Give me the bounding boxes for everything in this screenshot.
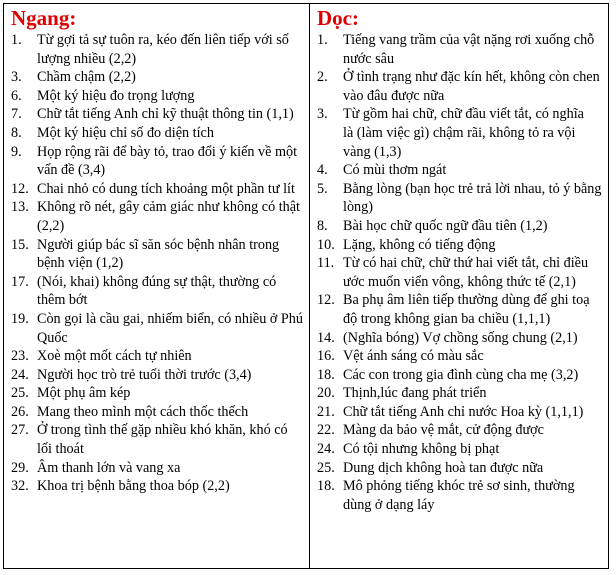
clue-text: Khoa trị bệnh bằng thoa bóp (2,2) (37, 478, 230, 495)
clue-number: 12. (317, 292, 335, 309)
clue-number: 32. (11, 478, 29, 495)
down-heading: Dọc: (317, 6, 359, 30)
across-column (4, 4, 309, 496)
clue-item (317, 236, 602, 255)
clue-text: Ba phụ âm liên tiếp thường dùng để ghi toạ độ trong không gian ba chiều (1,1,1) (343, 292, 590, 327)
down-column (310, 4, 608, 514)
clue-text: Chữ tắt tiếng Anh chỉ nước Hoa kỳ (1,1,1) (343, 403, 584, 420)
clue-item (317, 254, 602, 291)
clue-continuation: bệnh viện (1,2) (37, 255, 124, 272)
clue-text: Có tội nhưng không bị phạt (343, 441, 500, 458)
clue-item (317, 384, 602, 403)
clue-number: 5. (317, 180, 328, 197)
clue-text: Dung dịch không hoà tan được nữa (343, 459, 544, 476)
clue-item (317, 291, 602, 328)
clue-text: Lặng, không có tiếng động (343, 236, 496, 253)
clue-number: 23. (11, 348, 29, 365)
clue-text: Màng da bảo vệ mắt, cử động được (343, 422, 544, 439)
clue-item (317, 161, 602, 180)
clue-item (317, 68, 602, 105)
clue-number: 9. (11, 143, 22, 160)
clue-item (11, 366, 303, 385)
clue-number: 25. (11, 385, 29, 402)
clue-item (11, 87, 303, 106)
clue-number: 1. (11, 32, 22, 48)
clue-number: 13. (11, 199, 29, 216)
clue-item (317, 477, 602, 514)
clue-item (11, 421, 303, 458)
clue-text: Không rõ nét, gây cảm giác như không có thật (2,2) (37, 199, 300, 234)
clue-item (11, 384, 303, 403)
clue-item (11, 143, 303, 180)
clue-number: 14. (317, 329, 335, 346)
clue-item (11, 180, 303, 199)
clue-text: Một ký hiệu đo trọng lượng (37, 87, 195, 104)
clue-continuation: là (làm việc gì) chậm rãi, không tỏ ra vội vàng (1,3) (343, 124, 576, 160)
clue-item (317, 217, 602, 236)
clue-item (317, 31, 602, 68)
clue-number: 4. (317, 162, 328, 179)
clue-number: 3. (317, 106, 328, 123)
clue-text: Các con trong gia đình cùng cha mẹ (3,2) (343, 366, 579, 383)
clue-item (11, 31, 303, 68)
clue-number: 15. (11, 236, 29, 253)
clue-number: 8. (11, 124, 22, 141)
clue-number: 22. (317, 422, 335, 439)
clue-text: Một ký hiệu chỉ số đo diện tích (37, 124, 214, 141)
clue-item (11, 124, 303, 143)
clue-text: (Nghĩa bóng) Vợ chồng sống chung (2,1) (343, 329, 578, 346)
clue-number: 17. (11, 273, 29, 290)
clue-text: Bài học chữ quốc ngữ đầu tiên (1,2) (343, 217, 548, 234)
clue-text: Thịnh,lúc đang phát triển (343, 385, 487, 402)
clue-item (11, 198, 303, 235)
clue-item (11, 347, 303, 366)
clue-item (11, 68, 303, 87)
clue-number: 10. (317, 236, 335, 253)
clue-number: 24. (317, 441, 335, 458)
clue-item (11, 310, 303, 347)
clue-number: 7. (11, 106, 22, 123)
clue-text: Xoè một mốt cách tự nhiên (37, 348, 192, 365)
down-clue-list (317, 31, 602, 514)
clue-number: 27. (11, 422, 29, 439)
clue-text: Mô phỏng tiếng khóc trẻ sơ sinh, thường dùng ở dạng láy (343, 478, 575, 513)
clue-text: Ở tình trạng như đặc kín hết, không còn chen vào đâu được nữa (343, 69, 600, 104)
clue-item (317, 459, 602, 478)
clue-item (11, 459, 303, 478)
clue-number: 12. (11, 180, 29, 197)
clue-number: 26. (11, 403, 29, 420)
clue-number: 16. (317, 348, 335, 365)
clue-text: Bằng lòng (bạn học trẻ trả lời nhau, tỏ ý bằng lòng) (343, 180, 602, 216)
clue-item (317, 180, 602, 217)
clue-item (11, 236, 303, 255)
clue-text: Người giúp bác sĩ săn sóc bệnh nhân trong (37, 236, 280, 253)
clue-number: 19. (11, 310, 29, 327)
clue-text: Mang theo mình một cách thốc thếch (37, 403, 249, 420)
clue-text: Âm thanh lớn và vang xa (37, 459, 181, 476)
clue-text: Từ gợi tả sự tuôn ra, kéo đến liên tiếp với số lượng nhiều (2,2) (37, 32, 289, 67)
clue-text: Người học trò trẻ tuổi thời trước (3,4) (37, 366, 252, 383)
clue-number: 18. (317, 478, 335, 495)
clue-number: 2. (317, 69, 328, 86)
clue-text: Chữ tắt tiếng Anh chỉ kỹ thuật thông tin (1,1) (37, 106, 294, 123)
clue-item (11, 105, 303, 124)
clue-number: 20. (317, 385, 335, 402)
crossword-clue-table (3, 3, 609, 569)
clue-number: 3. (11, 69, 22, 86)
clue-number: 11. (317, 255, 335, 272)
clue-item (317, 347, 602, 366)
clue-item (11, 403, 303, 422)
clue-text: Họp rộng rãi để bày tỏ, trao đổi ý kiến về một vấn đề (3,4) (37, 143, 298, 179)
clue-text: Chai nhỏ có dung tích khoảng một phần tư lít (37, 180, 295, 197)
clue-text: (Nói, khai) không đúng sự thật, thường có thêm bớt (37, 273, 277, 309)
clue-item (317, 366, 602, 385)
clue-item (317, 403, 602, 422)
clue-text: Có mùi thơm ngát (343, 162, 447, 179)
clue-item (317, 440, 602, 459)
clue-number: 25. (317, 459, 335, 476)
clue-text: Một phụ âm kép (37, 385, 131, 402)
clue-item (11, 477, 303, 496)
clue-text: Từ có hai chữ, chữ thứ hai viết tắt, chỉ điều ước muốn viển vông, không thức tế (2,1) (343, 255, 589, 290)
clue-text: Vệt ánh sáng có màu sắc (343, 348, 484, 365)
clue-item (11, 273, 303, 310)
clue-number: 6. (11, 87, 22, 104)
clue-item (317, 105, 602, 124)
clue-number: 29. (11, 459, 29, 476)
across-clue-list (11, 31, 303, 496)
clue-number: 8. (317, 217, 328, 234)
clue-number: 24. (11, 366, 29, 383)
clue-item (317, 329, 602, 348)
clue-number: 18. (317, 366, 335, 383)
across-heading: Ngang: (11, 6, 77, 30)
clue-text: Ở trong tình thế gặp nhiều khó khăn, khó có lối thoát (37, 422, 288, 458)
clue-number: 21. (317, 403, 335, 420)
clue-text: Tiếng vang trầm của vật nặng rơi xuống chỗ nước sâu (343, 32, 595, 67)
clue-item (317, 421, 602, 440)
clue-number: 1. (317, 32, 328, 48)
clue-text: Còn gọi là cầu gai, nhiếm biển, có nhiều ở Phú Quốc (37, 310, 303, 346)
clue-text: Chầm chậm (2,2) (37, 69, 136, 86)
clue-text: Từ gồm hai chữ, chữ đầu viết tắt, có nghĩa (343, 106, 584, 123)
